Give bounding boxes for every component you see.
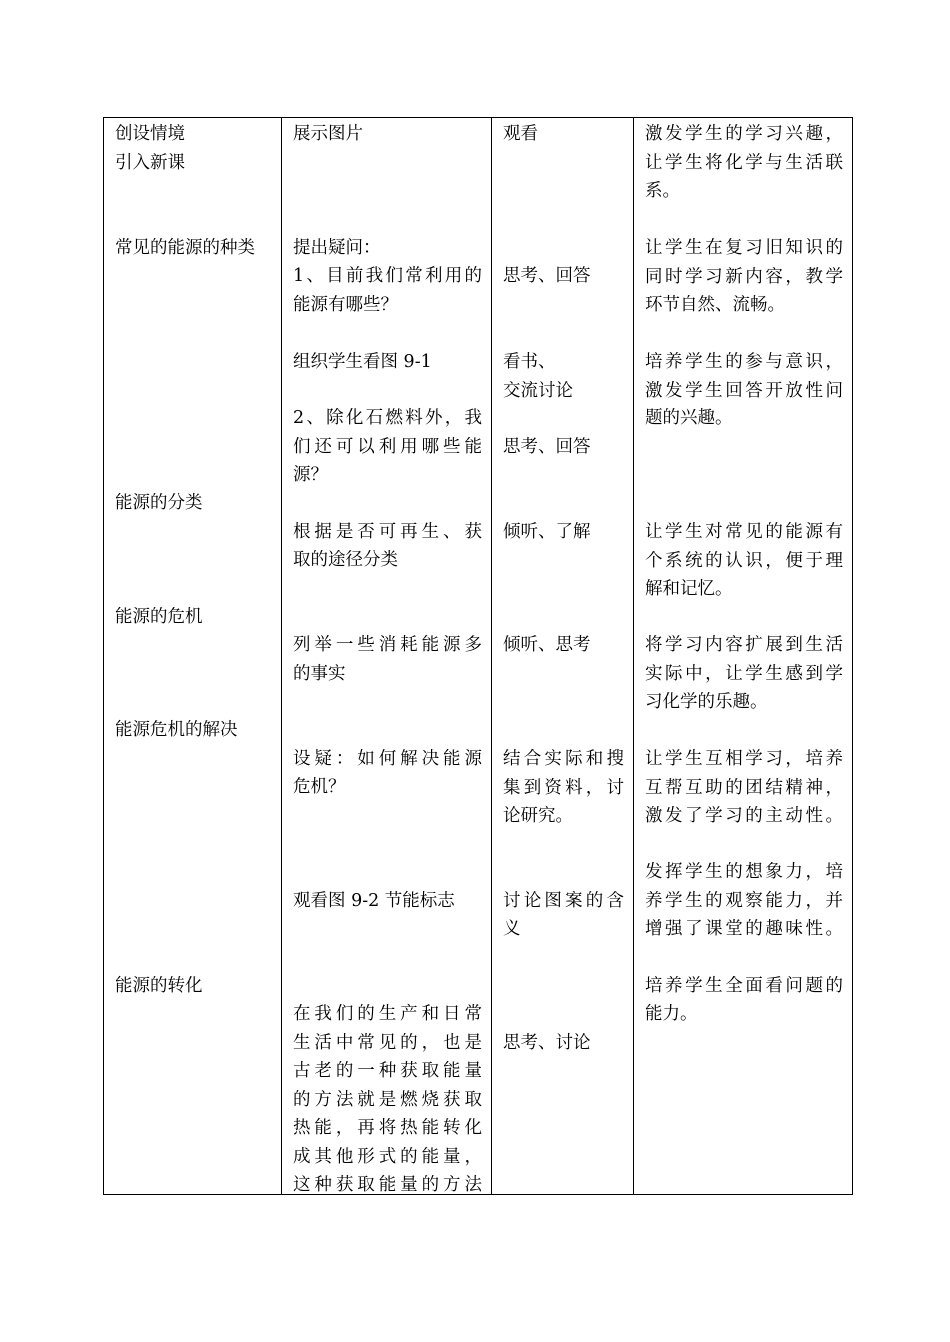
col3-think-discuss: 思考、讨论 <box>503 1033 591 1053</box>
col4-system: 让学生对常见的能源有 个系统的认识，便于理 <box>645 522 843 571</box>
col4-system-cont: 解和记忆。 <box>645 579 733 599</box>
col2-organize-figure: 组织学生看图 9-1 <box>293 352 432 372</box>
col1-energy-crisis: 能源的危机 <box>115 607 203 627</box>
column-divider <box>281 118 282 1194</box>
col4-interest: 激发学生的学习兴趣， 让学生将化学与生活联 <box>645 124 843 173</box>
col2-doubt-cont: 危机？ <box>293 777 346 797</box>
col1-energy-classification: 能源的分类 <box>115 493 203 513</box>
col4-extend: 将学习内容扩展到生活 实际中，让学生感到学 <box>645 635 843 684</box>
col4-participate-cont: 题的兴趣。 <box>645 408 733 428</box>
col2-show-pictures: 展示图片 <box>293 124 363 144</box>
col2-raise-question: 提出疑问： <box>293 238 381 258</box>
col2-figure-9-2: 观看图 9-2 节能标志 <box>293 891 455 911</box>
col2-list-facts: 列举一些消耗能源多 <box>293 635 482 655</box>
col4-review: 让学生在复习旧知识的 同时学习新内容，教学 <box>645 238 843 287</box>
col2-question-1-cont: 能源有哪些？ <box>293 295 398 315</box>
col4-extend-cont: 习化学的乐趣。 <box>645 692 768 712</box>
col2-question-2: 2、除化石燃料外，我 们还可以利用哪些能 <box>293 408 482 457</box>
col2-list-facts-cont: 的事实 <box>293 664 346 684</box>
col3-discuss-pattern: 讨论图案的含 <box>503 891 624 911</box>
col1-energy-crisis-solution: 能源危机的解决 <box>115 720 238 740</box>
column-divider <box>491 118 492 1194</box>
col3-discuss-pattern-cont: 义 <box>503 919 521 939</box>
col1-common-energy-types: 常见的能源的种类 <box>115 238 255 258</box>
col2-classify: 根据是否可再生、获 <box>293 522 482 542</box>
col4-participate: 培养学生的参与意识， 激发学生回答开放性问 <box>645 352 843 401</box>
col4-imagine: 发挥学生的想象力，培 养学生的观察能力，并 增强了课堂的趣味性。 <box>645 862 843 939</box>
col3-combine-cont: 论研究。 <box>503 806 573 826</box>
col2-classify-cont: 取的途径分类 <box>293 550 398 570</box>
col2-question-2-cont: 源？ <box>293 465 328 485</box>
col3-combine: 结合实际和搜 集到资料，讨 <box>503 749 624 798</box>
col1-energy-conversion: 能源的转化 <box>115 976 203 996</box>
col3-watch: 观看 <box>503 124 538 144</box>
col2-doubt: 设疑：如何解决能源 <box>293 749 482 769</box>
col2-conversion-text: 在我们的生产和日常 生活中常见的，也是 古老的一种获取能量 的方法就是燃烧获取 热能，再将热能转化 成其他形式的能量， 这种获取能量的方法 <box>293 1004 482 1195</box>
col2-question-1: 1、目前我们常利用的 <box>293 266 482 286</box>
col4-mutual: 让学生互相学习，培养 互帮互助的团结精神， 激发了学习的主动性。 <box>645 749 843 826</box>
col1-create-situation: 创设情境 引入新课 <box>115 124 185 173</box>
col3-think-answer-2: 思考、回答 <box>503 437 591 457</box>
col3-read-discuss: 看书、 交流讨论 <box>503 352 573 401</box>
col4-comprehensive-cont: 能力。 <box>645 1004 698 1024</box>
col4-comprehensive: 培养学生全面看问题的 <box>645 976 843 996</box>
col3-think-answer-1: 思考、回答 <box>503 266 591 286</box>
col3-listen-think: 倾听、思考 <box>503 635 591 655</box>
col4-review-cont: 环节自然、流畅。 <box>645 295 785 315</box>
col4-interest-cont: 系。 <box>645 181 680 201</box>
col3-listen-understand: 倾听、了解 <box>503 522 591 542</box>
column-divider <box>633 118 634 1194</box>
